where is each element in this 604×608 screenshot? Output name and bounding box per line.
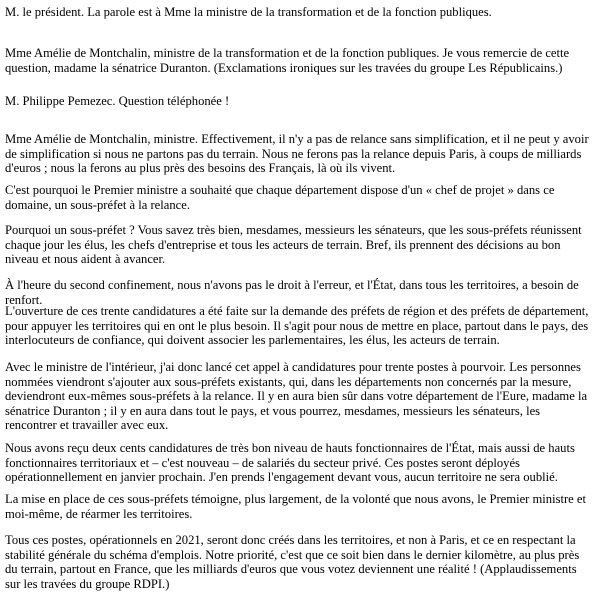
- paragraph-second-confinement: À l'heure du second confinement, nous n'avons pas le droit à l'erreur, et l'État, dans tous les territoires, a besoin de renfort.: [5, 278, 579, 307]
- paragraph-minister-reply: Mme Amélie de Montchalin, ministre de la transformation et de la fonction publiques. Je vous remercie de cette question, madame la sénatrice Duranton. (Exclamations ironiques sur les travées du groupe Les Républicains.): [5, 46, 570, 75]
- paragraph-deux-cents-candidatures: Nous avons reçu deux cents candidatures de très bon niveau de hauts fonctionnaires de l'État, mais aussi de hauts fonctionnaires territoriaux et – c'est nouveau – de salariés du secteur privé. Ces postes seront déployés opérationnellement en janvier prochain. J'en prends l'engagement devant vous, aucun territoire ne sera oublié.: [5, 441, 575, 485]
- paragraph-postes-2021: Tous ces postes, opérationnels en 2021, seront donc créés dans les territoires, et non à Paris, et ce en respectant la stabilité générale du schéma d'emplois. Notre priorité, c'est que ce soit bien dans le dernier kilomètre, au plus près du terrain, partout en France, que les milliards d'euros que vous votez deviennent une réalité ! (Applaudissements sur les travées du groupe RDPI.): [5, 533, 580, 591]
- paragraph-president: M. le président. La parole est à Mme la ministre de la transformation et de la fonction publiques.: [5, 5, 492, 19]
- paragraph-appel-candidatures: Avec le ministre de l'intérieur, j'ai donc lancé cet appel à candidatures pour trente postes à pourvoir. Les personnes nommées viendront s'ajouter aux sous-préfets existants, qui, dans les départements non concernés par la mesure, deviendront eux-mêmes sous-préfets à la relance. Il y en aura bien sûr dans votre département de l'Eure, madame la sénatrice Duranton ; il y en aura dans tout le pays, et vous pourrez, mesdames, messieurs les sénateurs, les rencontrer et travailler avec eux.: [5, 360, 588, 433]
- paragraph-pemezec-interjection: M. Philippe Pemezec. Question téléphonée !: [5, 94, 230, 108]
- paragraph-minister-simplification: Mme Amélie de Montchalin, ministre. Effectivement, il n'y a pas de relance sans simplification, et il ne peut y avoir de simplification si nous ne partons pas du terrain. Nous ne ferons pas la relance depuis Paris, à coups de milliards d'euros ; nous la ferons au plus près des besoins des Français, là où ils vivent.: [5, 132, 589, 176]
- paragraph-chef-de-projet: C'est pourquoi le Premier ministre a souhaité que chaque département dispose d'un « chef de projet » dans ce domaine, un sous-préfet à la relance.: [5, 183, 555, 212]
- paragraph-pourquoi-sous-prefet: Pourquoi un sous-préfet ? Vous savez très bien, mesdames, messieurs les sénateurs, que les sous-préfets réunissent chaque jour les élus, les chefs d'entreprise et tous les acteurs de terrain. Bref, ils prennent des décisions au bon niveau et nous aident à avancer.: [5, 223, 582, 267]
- paragraph-rearmer-territoires: La mise en place de ces sous-préfets témoigne, plus largement, de la volonté que nous avons, le Premier ministre et moi-même, de réarmer les territoires.: [5, 492, 587, 521]
- paragraph-ouverture-candidatures: L'ouverture de ces trente candidatures a été faite sur la demande des préfets de région et des préfets de département, pour appuyer les territoires qui en ont le plus besoin. Il s'agit pour nous de mettre en place, partout dans le pays, des interlocuteurs de confiance, qui doivent associer les parlementaires, les élus, les acteurs de terrain.: [5, 304, 589, 348]
